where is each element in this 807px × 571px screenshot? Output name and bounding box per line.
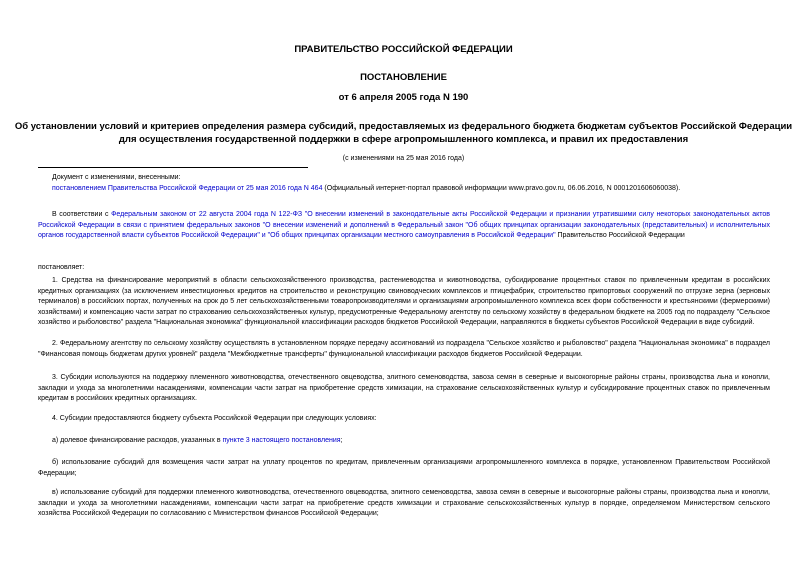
paragraph-3: 3. Субсидии используются на поддержку племенного животноводства, отечественного овцеводства, элитного семеноводства, завоза семян в северные и высокогорные районы страны, производства льна и конопли, закладки и ухода за многолетними насаждениями, компенсации части затрат на приобретение средств химизации, на страхование сельскохозяйственных культур и субсидирование процентных ставок по привлеченным кредитам в российских кредитных организациях. <box>38 374 770 403</box>
document-title <box>0 120 807 146</box>
amendments-note <box>52 172 792 194</box>
document-title-line-2: для осуществления государственной поддержки в сфере агропромышленного комплекса, и правил их предоставления <box>118 134 689 145</box>
federal-law-122-link[interactable]: Федеральным законом от 22 августа 2004 года N 122-ФЗ "О внесении изменений в законодательные акты Российской Федерации и признании утратившими силу некоторых законодательных актов Российской Федерации в связи с принятием федеральных законов "О внесении изменений и дополнений в Федеральный закон "Об общих принципах организации законодательных (представительных) и исполнительных органов государственной власти субъектов Российской Федерации" и "Об общих принципах организации местного самоуправления в Российской Федерации" <box>38 211 771 240</box>
amendment-decree-link[interactable]: постановлением Правительства Российской Федерации от 25 мая 2016 года N 464 <box>52 185 323 192</box>
government-heading: ПРАВИТЕЛЬСТВО РОССИЙСКОЙ ФЕДЕРАЦИИ <box>294 44 513 55</box>
subparagraph-a-suffix: ; <box>340 437 343 444</box>
subparagraph-a-prefix: а) долевое финансирование расходов, указанных в <box>52 437 223 444</box>
document-type-heading: ПОСТАНОВЛЕНИЕ <box>360 72 447 83</box>
decree-word: постановляет: <box>38 264 85 271</box>
subparagraph-b: б) использование субсидий для возмещения части затрат на уплату процентов по кредитам, привлеченным организациями агропромышленного комплекса в порядке, установленном Правительством Российской Федерации; <box>38 459 770 477</box>
paragraph-4: 4. Субсидии предоставляются бюджету субъекта Российской Федерации при следующих условиях: <box>52 415 377 422</box>
divider-rule <box>38 167 308 168</box>
paragraph-3-link[interactable]: пункте 3 настоящего постановления <box>222 437 341 444</box>
changes-note: (с изменениями на 25 мая 2016 года) <box>342 155 465 162</box>
document-date-number: от 6 апреля 2005 года N 190 <box>338 92 469 103</box>
amendment-publication-info: (Официальный интернет-портал правовой информации www.pravo.gov.ru, 06.06.2016, N 0001201606060038). <box>322 185 681 192</box>
subparagraph-v: в) использование субсидий для поддержки племенного животноводства, отечественного овцеводства, элитного семеноводства, завоза семян в северные и высокогорные районы страны, производства льна и конопли, закладки и ухода за многолетними насаждениями, компенсации части затрат на приобретение средств химизации и страхование сельскохозяйственных культур в порядке, определяемом Министерством сельского хозяйства Российской Федерации по согласованию с Министерством финансов Российской Федерации; <box>38 489 770 518</box>
intro-suffix: Правительство Российской Федерации <box>555 232 685 240</box>
intro-prefix: В соответствии с <box>52 211 112 218</box>
subparagraph-a <box>38 436 770 447</box>
paragraph-1: 1. Средства на финансирование мероприятий в области сельскохозяйственного производства, растениеводства и животноводства, субсидирование процентных ставок по привлеченным кредитам в российских кредитных организациях (за исключением инвестиционных кредитов на строительство и реконструкцию свиноводческих комплексов и птицефабрик, строительство припортовых сооружений по отгрузке зерна (зерновых терминалов) в российских портах, полученных на срок до 5 лет сельскохозяйственными товаропроизводителями и организациями агропромышленного комплекса всех форм собственности и крестьянскими (фермерскими) хозяйствами) и компенсацию части затрат по страхованию сельскохозяйственных культур, предусмотренные Федеральному агентству по сельскому хозяйству в федеральном бюджете на 2005 год по подразделу "Сельское хозяйство и рыболовство" раздела "Национальная экономика" функциональной классификации расходов бюджетов Российской Федерации, направляются в бюджеты субъектов Российской Федерации в виде субсидий. <box>38 277 770 327</box>
amendments-note-source <box>52 183 792 194</box>
intro-paragraph <box>38 210 770 242</box>
amendments-note-heading: Документ с изменениями, внесенными: <box>52 174 181 181</box>
document-title-line-1: Об установлении условий и критериев определения размера субсидий, предоставляемых из федерального бюджета бюджетам субъектов Российской Федерации <box>14 121 793 132</box>
paragraph-2: 2. Федеральному агентству по сельскому хозяйству осуществлять в установленном порядке передачу ассигнований из подраздела "Сельское хозяйство и рыболовство" раздела "Национальная экономика" в подраздел "Финансовая помощь бюджетам других уровней" раздела "Межбюджетные трансферты" функциональной классификации расходов бюджетов Российской Федерации. <box>38 340 770 358</box>
